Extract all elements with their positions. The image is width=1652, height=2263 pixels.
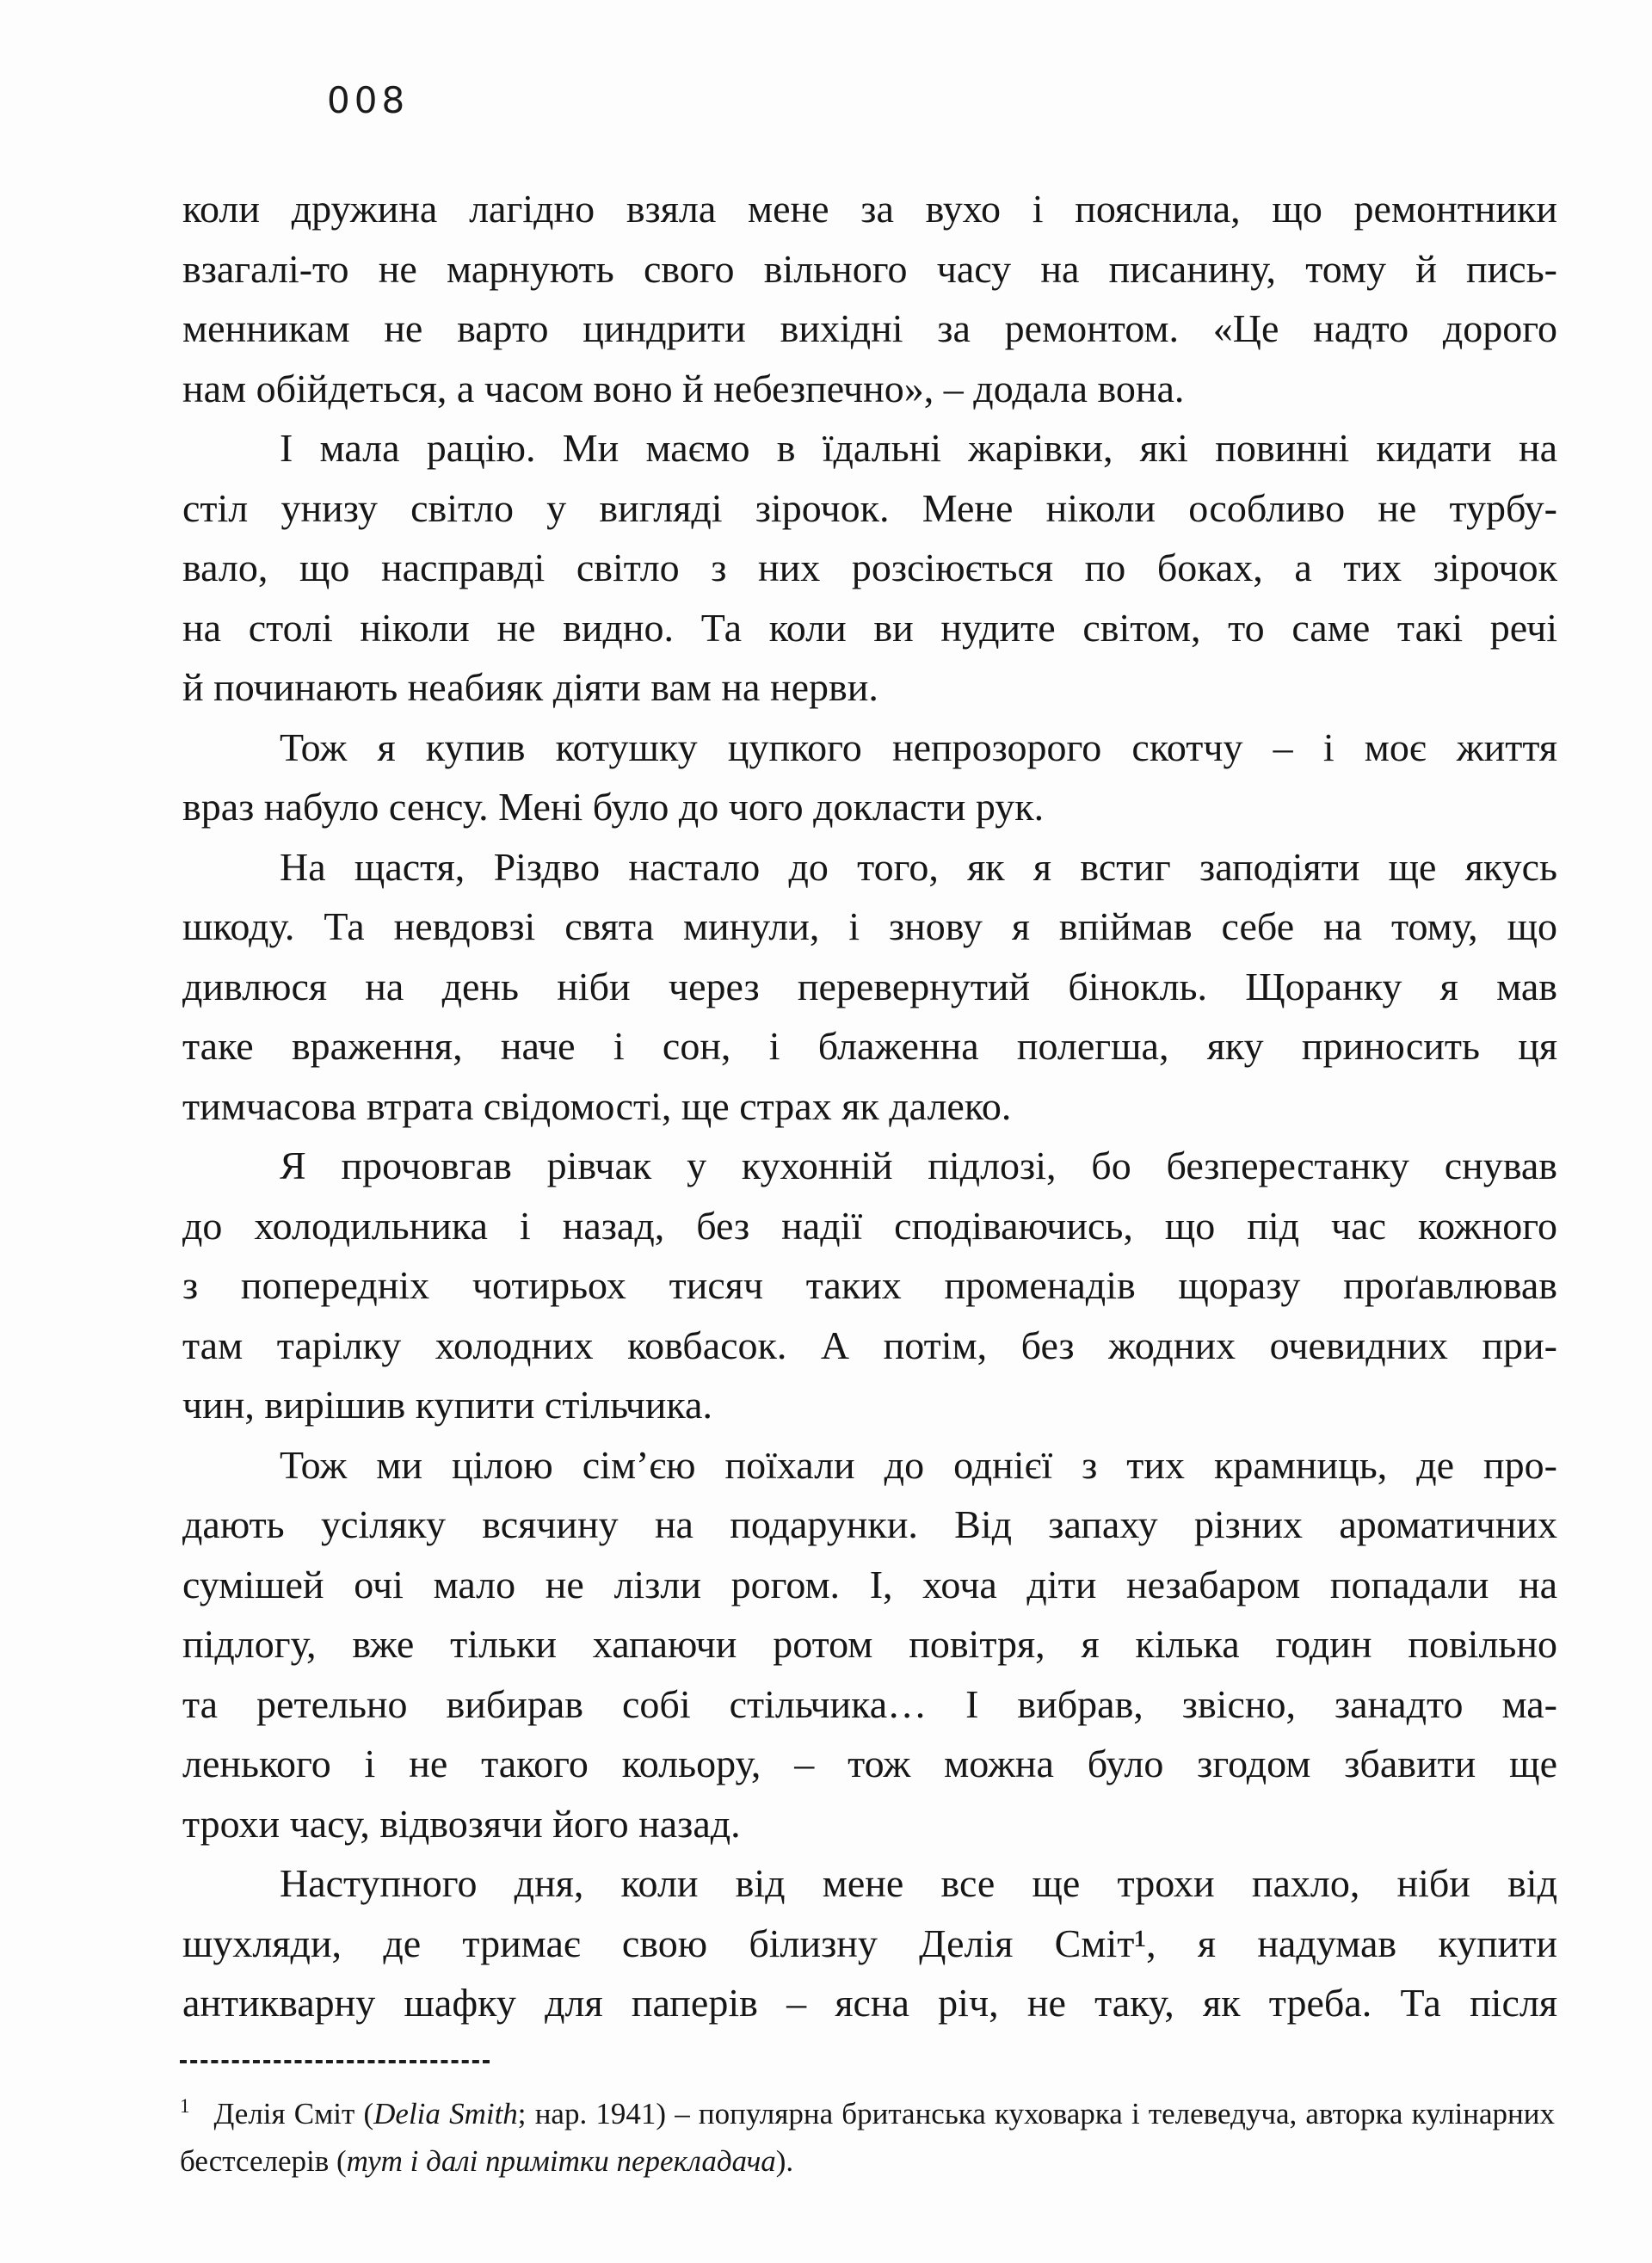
text-line: враз набуло сенсу. Мені було до чого докласти рук. xyxy=(182,785,1045,829)
text-line: на столі ніколи не видно. Та коли ви нудите світом, то саме такі речі xyxy=(182,605,1557,650)
text-line: тимчасова втрата свідомості, ще страх як далеко. xyxy=(182,1083,1012,1128)
text-line: На щастя, Різдво настало до того, як я встиг заподіяти ще якусь xyxy=(280,844,1557,889)
text-line: Я прочовгав рівчак у кухонній підлозі, бо безперестанку снував xyxy=(280,1144,1557,1187)
text-line: підлогу, вже тільки хапаючи ротом повітря, я кілька годин повільно xyxy=(182,1622,1557,1666)
text-line: ленького і не такого кольору, – тож можна було згодом збавити ще xyxy=(182,1742,1557,1785)
text-line: нам обійдеться, а часом воно й небезпечно», – додала вона. xyxy=(182,366,1185,410)
text-line: таке враження, наче і сон, і блаженна полегша, яку приносить ця xyxy=(182,1024,1557,1068)
text-line: й починають неабияк діяти вам на нерви. xyxy=(182,665,878,709)
text-line: стіл унизу світло у вигляді зірочок. Мене ніколи особливо не турбу- xyxy=(182,485,1557,530)
footnote-text: ; нар. 1941) – популярна британська куховарка і телеведуча, авторка кулінарних xyxy=(517,2097,1556,2130)
footnote-text: бестселерів ( xyxy=(180,2144,347,2178)
footnote-line xyxy=(180,2137,1555,2185)
text-line: трохи часу, відвозячи його назад. xyxy=(182,1801,741,1846)
text-line: дають усіляку всячину на подарунки. Від запаху різних ароматичних xyxy=(182,1502,1557,1546)
footnote-text-italic: Delia Smith xyxy=(373,2097,518,2130)
page-number: 008 xyxy=(327,79,410,121)
body-text xyxy=(182,179,1557,2033)
text-line: шкоду. Та невдовзі свята минули, і знову я впіймав себе на тому, що xyxy=(182,904,1557,948)
text-line: Тож я купив котушку цупкого непрозорого скотчу – і моє життя xyxy=(280,725,1557,769)
text-line: антикварну шафку для паперів – ясна річ, не таку, як треба. Та після xyxy=(182,1981,1557,2025)
text-line: вало, що насправді світло з них розсіюється по боках, а тих зірочок xyxy=(182,546,1557,589)
text-line: Наступного дня, коли від мене все ще трохи пахло, ніби від xyxy=(280,1861,1557,1905)
text-line: Тож ми цілою сім’єю поїхали до однієї з тих крамниць, де про- xyxy=(280,1442,1557,1487)
text-line: там тарілку холодних ковбасок. А потім, без жодних очевидних при- xyxy=(182,1323,1557,1367)
footnote xyxy=(180,2060,1555,2185)
footnote-text: ). xyxy=(775,2144,794,2178)
footnote-text-italic: тут і далі примітки перекладача xyxy=(346,2144,776,2178)
text-line: сумішей очі мало не лізли рогом. І, хоча діти незабаром попадали на xyxy=(182,1562,1557,1606)
text-line: коли дружина лагідно взяла мене за вухо і пояснила, що ремонтники xyxy=(182,187,1557,231)
text-line: дивлюся на день ніби через перевернутий бінокль. Щоранку я мав xyxy=(182,964,1557,1008)
text-line: взагалі-то не марнують свого вільного часу на писанину, тому й пись- xyxy=(182,246,1557,291)
text-line: та ретельно вибирав собі стільчика… І вибрав, звісно, занадто ма- xyxy=(182,1681,1557,1726)
text-line: з попередніх чотирьох тисяч таких променадів щоразу проґавлював xyxy=(182,1263,1557,1307)
text-line: чин, вирішив купити стільчика. xyxy=(182,1383,712,1427)
text-line: до холодильника і назад, без надії сподіваючись, що під час кожного xyxy=(182,1203,1557,1248)
footnote-text: Делія Сміт ( xyxy=(213,2097,374,2130)
text-line: І мала рацію. Ми маємо в їдальні жарівки, які повинні кидати на xyxy=(280,426,1557,470)
text-line: менникам не варто циндрити вихідні за ремонтом. «Це надто дорого xyxy=(182,306,1557,350)
footnote-line xyxy=(180,2082,1555,2137)
text-line: шухляди, де тримає свою білизну Делія Сміт¹, я надумав купити xyxy=(182,1921,1557,1965)
footnote-marker: 1 xyxy=(180,2095,190,2117)
footnote-separator xyxy=(180,2060,490,2063)
